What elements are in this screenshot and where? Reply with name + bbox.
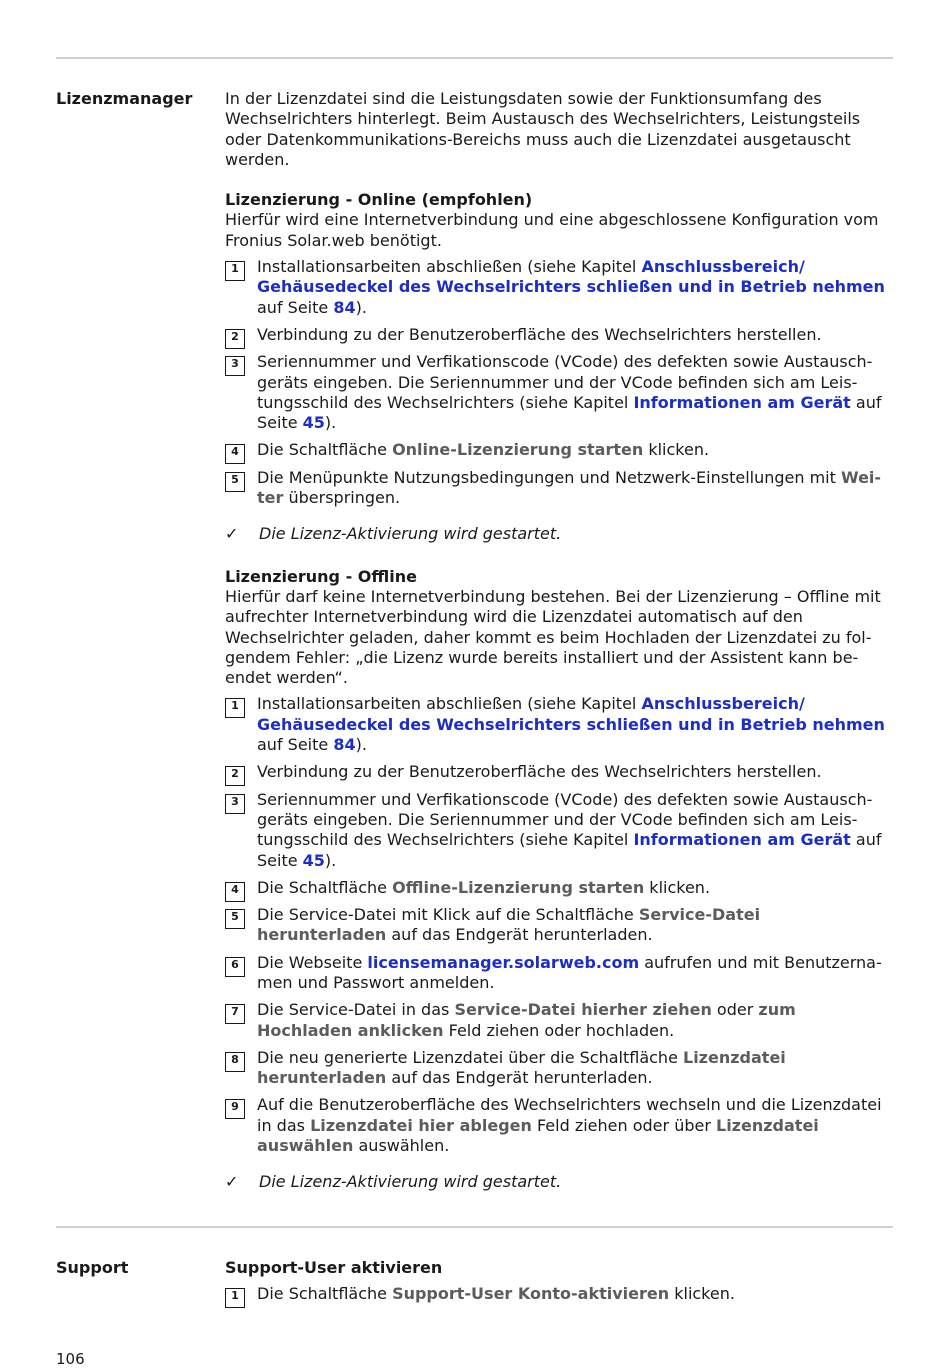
step-number: 1 (225, 1288, 245, 1308)
offline-description: Hierfür darf keine Internetverbindung bestehen. Bei der Lizenzierung – Offline mit aufrechter Internetverbindung wird die Lizenzdatei automatisch auf den Wechselrichter geladen, daher kommt es beim Hochladen der Lizenzdatei zu folgendem Fehler: „die Lizenz wurde bereits installiert und der Assistent kann beendet werden“. (225, 586, 881, 688)
ui-element-name: Offline-Lizenzierung starten (392, 877, 645, 897)
online-step: 1 Installationsarbeiten abschließen (siehe Kapitel Anschlussbereich/ Gehäusedeckel des Wechselrichters schließen und in Betrieb nehmen auf Seite 84). (225, 257, 893, 318)
offline-step: 1 Installationsarbeiten abschließen (siehe Kapitel Anschlussbereich/ Gehäusedeckel des Wechselrichters schließen und in Betrieb nehmen auf Seite 84). (225, 694, 893, 755)
ui-element-name: Lizenzdatei herunterladen (257, 1047, 786, 1088)
step-number: 1 (225, 698, 245, 718)
online-step: 3 Seriennummer und Verfikationscode (VCode) des defekten sowie Austauschgeräts eingeben. Die Seriennummer und der VCode befinden sich am Leistungsschild des Wechselrichters (siehe Kapitel Informationen am Gerät auf Seite 45). (225, 352, 893, 433)
step-number: 7 (225, 1004, 245, 1024)
step-number: 5 (225, 909, 245, 929)
support-section (225, 1258, 893, 1312)
section-divider (56, 1226, 893, 1228)
ui-element-name: zum Hochladen anklicken (257, 1000, 796, 1040)
section-label-support: Support (56, 1258, 129, 1277)
step-number: 3 (225, 356, 245, 376)
license-intro: In der Lizenzdatei sind die Leistungsdaten sowie der Funktionsumfang des Wechselrichters hinterlegt. Beim Austausch des Wechselrichters, Leistungsteils oder Datenkommunikations-Bereichs muss auch die Lizenzdatei ausgetauscht werden. (225, 89, 861, 169)
online-step: 2 Verbindung zu der Benutzeroberfläche des Wechselrichters herstellen. (225, 325, 893, 345)
page-number: 106 (56, 1350, 85, 1368)
support-steps (225, 1284, 893, 1304)
license-section (225, 89, 893, 1193)
step-number: 6 (225, 957, 245, 977)
checkmark-icon: ✓ (225, 1172, 239, 1192)
ui-element-name: Weiter (257, 467, 882, 508)
checkmark-icon: ✓ (225, 524, 239, 544)
step-number: 3 (225, 794, 245, 814)
step-number: 2 (225, 329, 245, 349)
support-step: 1 Die Schaltfläche Support-User Konto-aktivieren klicken. (225, 1284, 893, 1304)
offline-heading: Lizenzierung - Offline (225, 566, 417, 586)
offline-step: 8 Die neu generierte Lizenzdatei über die Schaltfläche Lizenzdatei herunterladen auf das Endgerät herunterladen. (225, 1048, 893, 1089)
page-link[interactable]: 45 (302, 413, 325, 433)
page-link[interactable]: 84 (333, 297, 356, 317)
step-number: 8 (225, 1052, 245, 1072)
chapter-link[interactable]: Anschlussbereich/ Gehäusedeckel des Wechselrichters schließen und in Betrieb nehmen (257, 257, 885, 297)
offline-step: 5 Die Service-Datei mit Klick auf die Schaltfläche Service-Datei herunterladen auf das Endgerät herunterladen. (225, 905, 893, 946)
step-number: 2 (225, 766, 245, 786)
step-number: 4 (225, 444, 245, 464)
support-heading: Support-User aktivieren (225, 1258, 443, 1277)
online-step: 5 Die Menüpunkte Nutzungsbedingungen und Netzwerk-Einstellungen mit Weiter überspringen. (225, 468, 893, 509)
online-description: Hierfür wird eine Internetverbindung und eine abgeschlossene Konfiguration vom Fronius Solar.web benötigt. (225, 210, 879, 250)
step-number: 5 (225, 472, 245, 492)
ui-element-name: Support-User Konto-aktivieren (392, 1284, 670, 1304)
chapter-link[interactable]: Anschlussbereich/ Gehäusedeckel des Wechselrichters schließen und in Betrieb nehmen (257, 694, 885, 734)
ui-element-name: Lizenzdatei hier ablegen (310, 1115, 532, 1135)
chapter-link[interactable]: Informationen am Gerät (633, 830, 851, 850)
online-steps (225, 257, 893, 508)
section-label-license: Lizenzmanager (56, 89, 193, 108)
page-link[interactable]: 84 (333, 735, 356, 755)
offline-step: 3 Seriennummer und Verfikationscode (VCode) des defekten sowie Austauschgeräts eingeben. Die Seriennummer und der VCode befinden sich am Leistungsschild des Wechselrichters (siehe Kapitel Informationen am Gerät auf Seite 45). (225, 790, 893, 871)
offline-step: 6 Die Webseite licensemanager.solarweb.com aufrufen und mit Benutzernamen und Passwort anmelden. (225, 953, 893, 994)
ui-element-name: Lizenzdatei auswählen (257, 1115, 819, 1156)
step-number: 9 (225, 1099, 245, 1119)
step-number: 1 (225, 261, 245, 281)
website-link[interactable]: licensemanager.solarweb.com (367, 952, 640, 972)
top-divider (56, 57, 893, 59)
offline-step: 7 Die Service-Datei in das Service-Datei hierher ziehen oder zum Hochladen anklicken Feld ziehen oder hochladen. (225, 1000, 893, 1041)
offline-step: 9 Auf die Benutzeroberfläche des Wechselrichters wechseln und die Lizenzdatei in das Lizenzdatei hier ablegen Feld ziehen oder über Lizenzdatei auswählen auswählen. (225, 1095, 893, 1156)
online-heading: Lizenzierung - Online (empfohlen) (225, 190, 533, 210)
online-result: ✓ Die Lizenz-Aktivierung wird gestartet. (225, 524, 562, 544)
offline-step: 2 Verbindung zu der Benutzeroberfläche des Wechselrichters herstellen. (225, 762, 893, 782)
page-link[interactable]: 45 (302, 850, 325, 870)
offline-step: 4 Die Schaltfläche Offline-Lizenzierung starten klicken. (225, 878, 893, 898)
offline-steps (225, 694, 893, 1156)
ui-element-name: Service-Datei hierher ziehen (454, 1000, 712, 1020)
step-number: 4 (225, 882, 245, 902)
chapter-link[interactable]: Informationen am Gerät (633, 392, 851, 412)
online-step: 4 Die Schaltfläche Online-Lizenzierung starten klicken. (225, 440, 893, 460)
ui-element-name: Online-Lizenzierung starten (392, 440, 644, 460)
offline-result: ✓ Die Lizenz-Aktivierung wird gestartet. (225, 1172, 562, 1192)
ui-element-name: Service-Datei herunterladen (257, 905, 761, 945)
